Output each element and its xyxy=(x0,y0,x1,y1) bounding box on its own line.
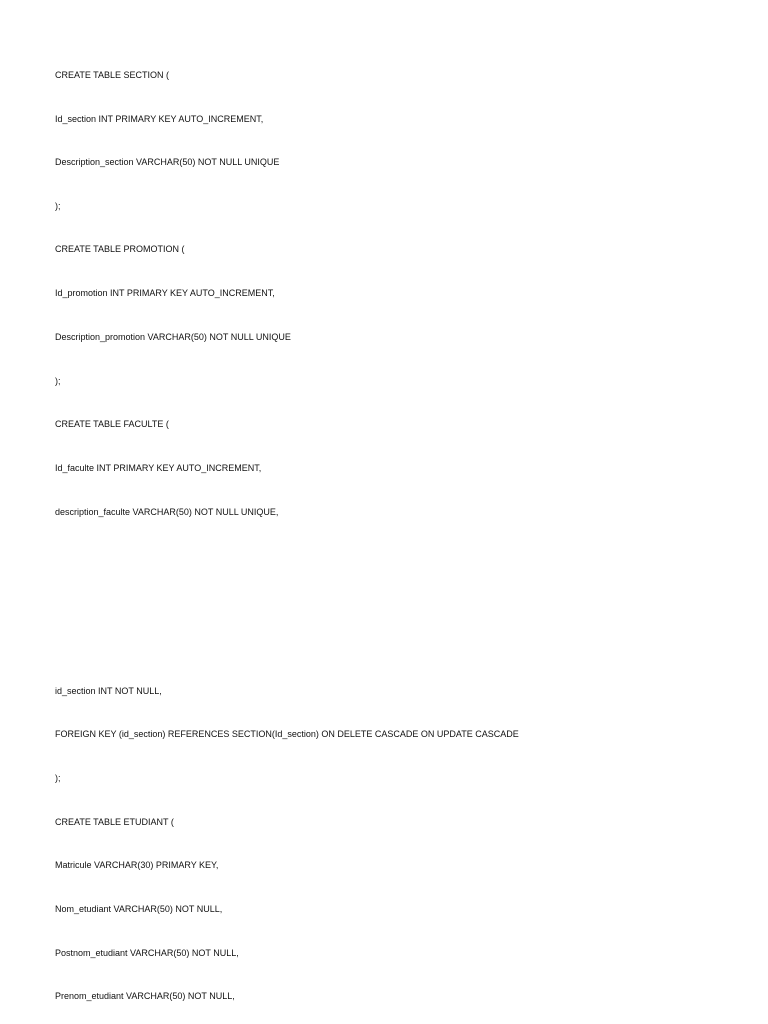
code-line: CREATE TABLE SECTION ( xyxy=(55,70,170,80)
code-line: Prenom_etudiant VARCHAR(50) NOT NULL, xyxy=(55,991,235,1001)
code-line: Description_section VARCHAR(50) NOT NULL UNIQUE xyxy=(55,157,280,167)
code-line: Matricule VARCHAR(30) PRIMARY KEY, xyxy=(55,860,219,870)
code-line: Nom_etudiant VARCHAR(50) NOT NULL, xyxy=(55,904,223,914)
code-line: Postnom_etudiant VARCHAR(50) NOT NULL, xyxy=(55,948,239,958)
code-line: Id_promotion INT PRIMARY KEY AUTO_INCREMENT, xyxy=(55,288,275,298)
code-line: ); xyxy=(55,201,61,211)
code-line: CREATE TABLE ETUDIANT ( xyxy=(55,817,174,827)
code-line: id_section INT NOT NULL, xyxy=(55,686,162,696)
code-line: description_faculte VARCHAR(50) NOT NULL UNIQUE, xyxy=(55,507,279,517)
code-line: ); xyxy=(55,773,61,783)
code-line: ); xyxy=(55,376,61,386)
code-line: Id_faculte INT PRIMARY KEY AUTO_INCREMENT, xyxy=(55,463,262,473)
code-line: CREATE TABLE FACULTE ( xyxy=(55,419,169,429)
code-line: Id_section INT PRIMARY KEY AUTO_INCREMENT, xyxy=(55,114,264,124)
code-line: FOREIGN KEY (id_section) REFERENCES SECTION(Id_section) ON DELETE CASCADE ON UPDATE CASCADE xyxy=(55,729,519,739)
code-line: Description_promotion VARCHAR(50) NOT NULL UNIQUE xyxy=(55,332,291,342)
code-line: CREATE TABLE PROMOTION ( xyxy=(55,244,185,254)
